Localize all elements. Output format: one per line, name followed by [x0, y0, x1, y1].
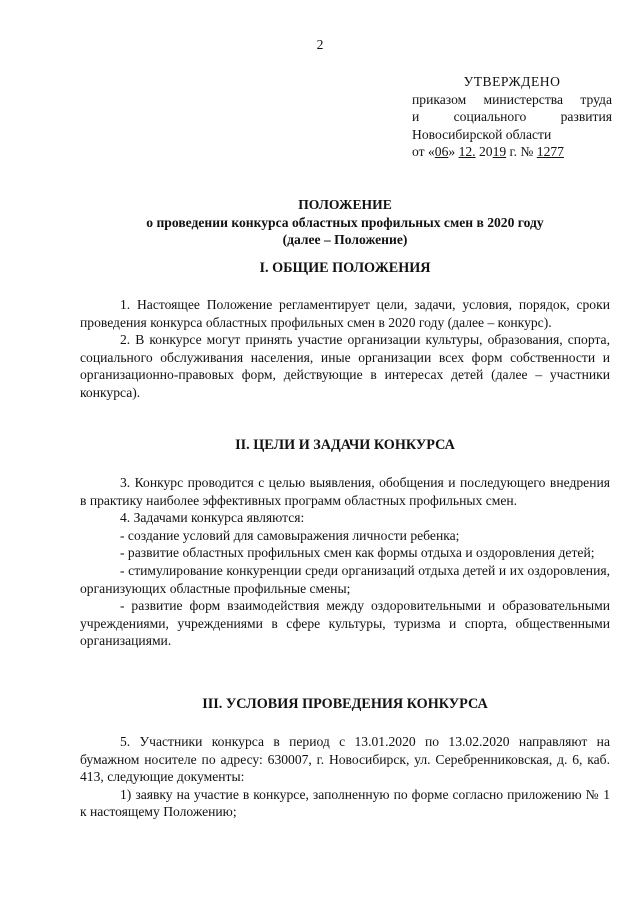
approval-date-line [412, 143, 612, 161]
date-year-end: 19 [492, 144, 507, 160]
approval-line-3: Новосибирской области [412, 126, 552, 142]
list-item: 1) заявку на участие в конкурсе, заполненную по форме согласно приложению № 1 к настоящему Положению; [80, 786, 610, 820]
approval-line-1: приказом министерства труда [412, 91, 612, 107]
date-month: 12. [458, 144, 476, 160]
approval-stamp-block [412, 73, 612, 161]
document-title [80, 196, 610, 249]
page-number: 2 [316, 37, 324, 52]
list-item: - развитие областных профильных смен как формы отдыха и оздоровления детей; [120, 545, 595, 561]
section-heading-2: II. ЦЕЛИ И ЗАДАЧИ КОНКУРСА [235, 437, 455, 453]
paragraph: 4. Задачами конкурса являются: [120, 510, 305, 526]
paragraph: 3. Конкурс проводится с целью выявления, обобщения и последующего внедрения в практику наиболее эффективных программ областных профильных смен. [80, 475, 610, 508]
order-number: 1277 [536, 144, 564, 160]
list-item: - стимулирование конкуренции среди организаций отдыха детей и их оздоровления, организующих областные профильные смены; [80, 562, 610, 596]
title-line-1: ПОЛОЖЕНИЕ [298, 197, 392, 212]
section-body-3 [80, 733, 610, 821]
section-heading-3: III. УСЛОВИЯ ПРОВЕДЕНИЯ КОНКУРСА [202, 696, 488, 712]
date-suffix: г. № [506, 144, 537, 160]
section-body-1 [80, 296, 610, 402]
date-mid: » [448, 144, 459, 160]
date-day: 06 [434, 144, 449, 160]
approval-heading: УТВЕРЖДЕНО [463, 74, 561, 89]
title-line-2: о проведении конкурса областных профильных смен в 2020 году [146, 214, 544, 230]
paragraph: 2. В конкурсе могут принять участие организации культуры, образования, спорта, социального обслуживания населения, иные организации всех форм собственности и организационно-правовых форм, действующие в интересах детей (далее – участники конкурса). [80, 332, 610, 400]
paragraph: 5. Участники конкурса в период с 13.01.2020 по 13.02.2020 направляют на бумажном носителе по адресу: 630007, г. Новосибирск, ул. Серебренниковская, д. 6, каб. 413, следующие документы: [80, 734, 610, 785]
date-year-part: 20 [475, 144, 493, 160]
date-prefix: от « [412, 144, 435, 160]
section-body-2 [80, 474, 610, 650]
list-item: - создание условий для самовыражения личности ребенка; [120, 527, 460, 543]
section-heading-1: I. ОБЩИЕ ПОЛОЖЕНИЯ [259, 260, 431, 276]
title-line-3: (далее – Положение) [282, 232, 408, 248]
list-item: - развитие форм взаимодействия между оздоровительными и образовательными учреждениями, учреждениями в сфере культуры, туризма и спорта, общественными организациями. [80, 598, 610, 649]
approval-line-2: и социального развития [412, 109, 612, 125]
paragraph: 1. Настоящее Положение регламентирует цели, задачи, условия, порядок, сроки проведения конкурса областных профильных смен в 2020 году (далее – конкурс). [80, 297, 610, 330]
